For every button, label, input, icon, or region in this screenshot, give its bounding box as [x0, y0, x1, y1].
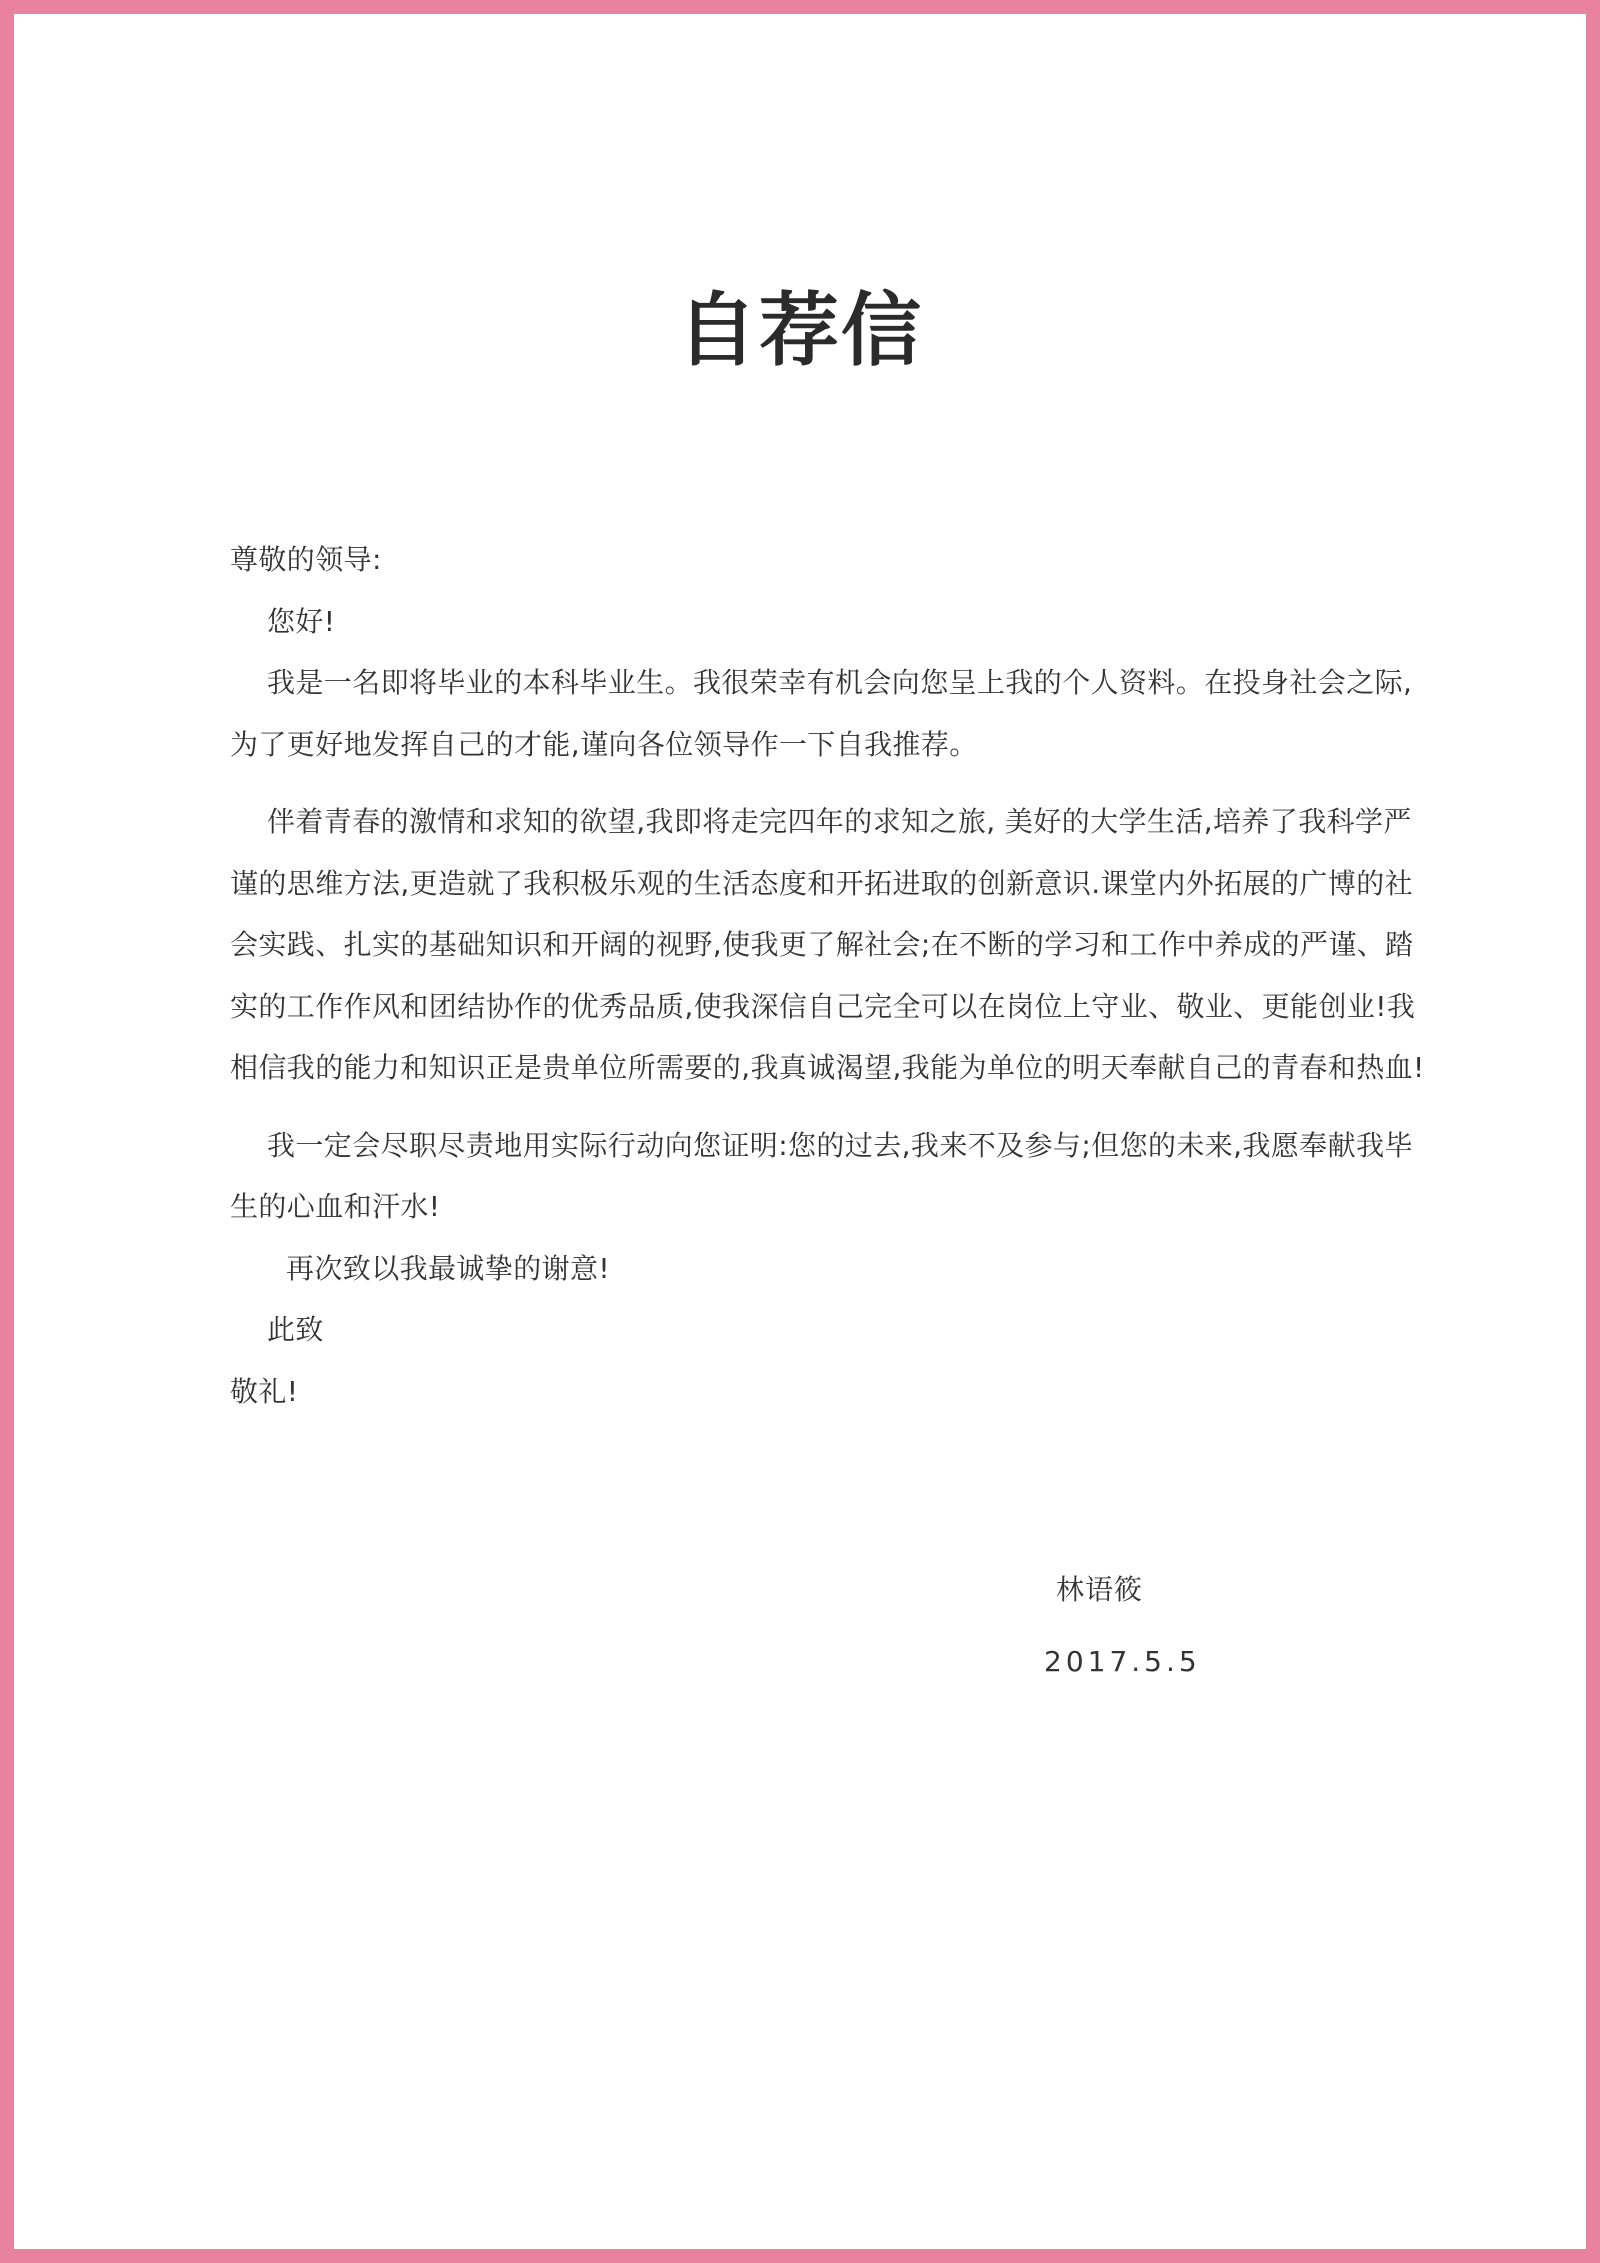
signature-date: 2017.5.5 — [1044, 1645, 1201, 1678]
greeting: 您好! — [267, 604, 336, 638]
letter-title: 自荐信 — [677, 284, 923, 377]
closing-line-2: 敬礼! — [230, 1374, 299, 1408]
paragraph-intro: 我是一名即将毕业的本科毕业生。我很荣幸有机会向您呈上我的个人资料。在投身社会之际,为了更好地发挥自己的才能,谨向各位领导作一下自我推荐。 — [230, 666, 1413, 761]
paragraph-commitment: 我一定会尽职尽责地用实际行动向您证明:您的过去,我来不及参与;但您的未来,我愿奉献我毕生的心血和汗水! — [230, 1128, 1413, 1223]
closing-line-1: 此致 — [267, 1313, 324, 1346]
paragraph-experience: 伴着青春的激情和求知的欲望,我即将走完四年的求知之旅, 美好的大学生活,培养了我科学严谨的思维方法,更造就了我积极乐观的生活态度和开拓进取的创新意识.课堂内外拓展的广博的社会实践、扎实的基础知识和开阔的视野,使我更了解社会;在不断的学习和工作中养成的严谨、踏实的工作作风和团结协作的优秀品质,使我深信自己完全可以在岗位上守业、敬业、更能创业!我相信我的能力和知识正是贵单位所需要的,我真诚渴望,我能为单位的明天奉献自己的青春和热血! — [230, 805, 1425, 1084]
signature-name: 林语筱 — [1056, 1573, 1144, 1606]
letter-body — [230, 529, 1435, 1422]
thanks-line: 再次致以我最诚挚的谢意! — [286, 1251, 611, 1285]
salutation: 尊敬的领导: — [230, 543, 382, 576]
